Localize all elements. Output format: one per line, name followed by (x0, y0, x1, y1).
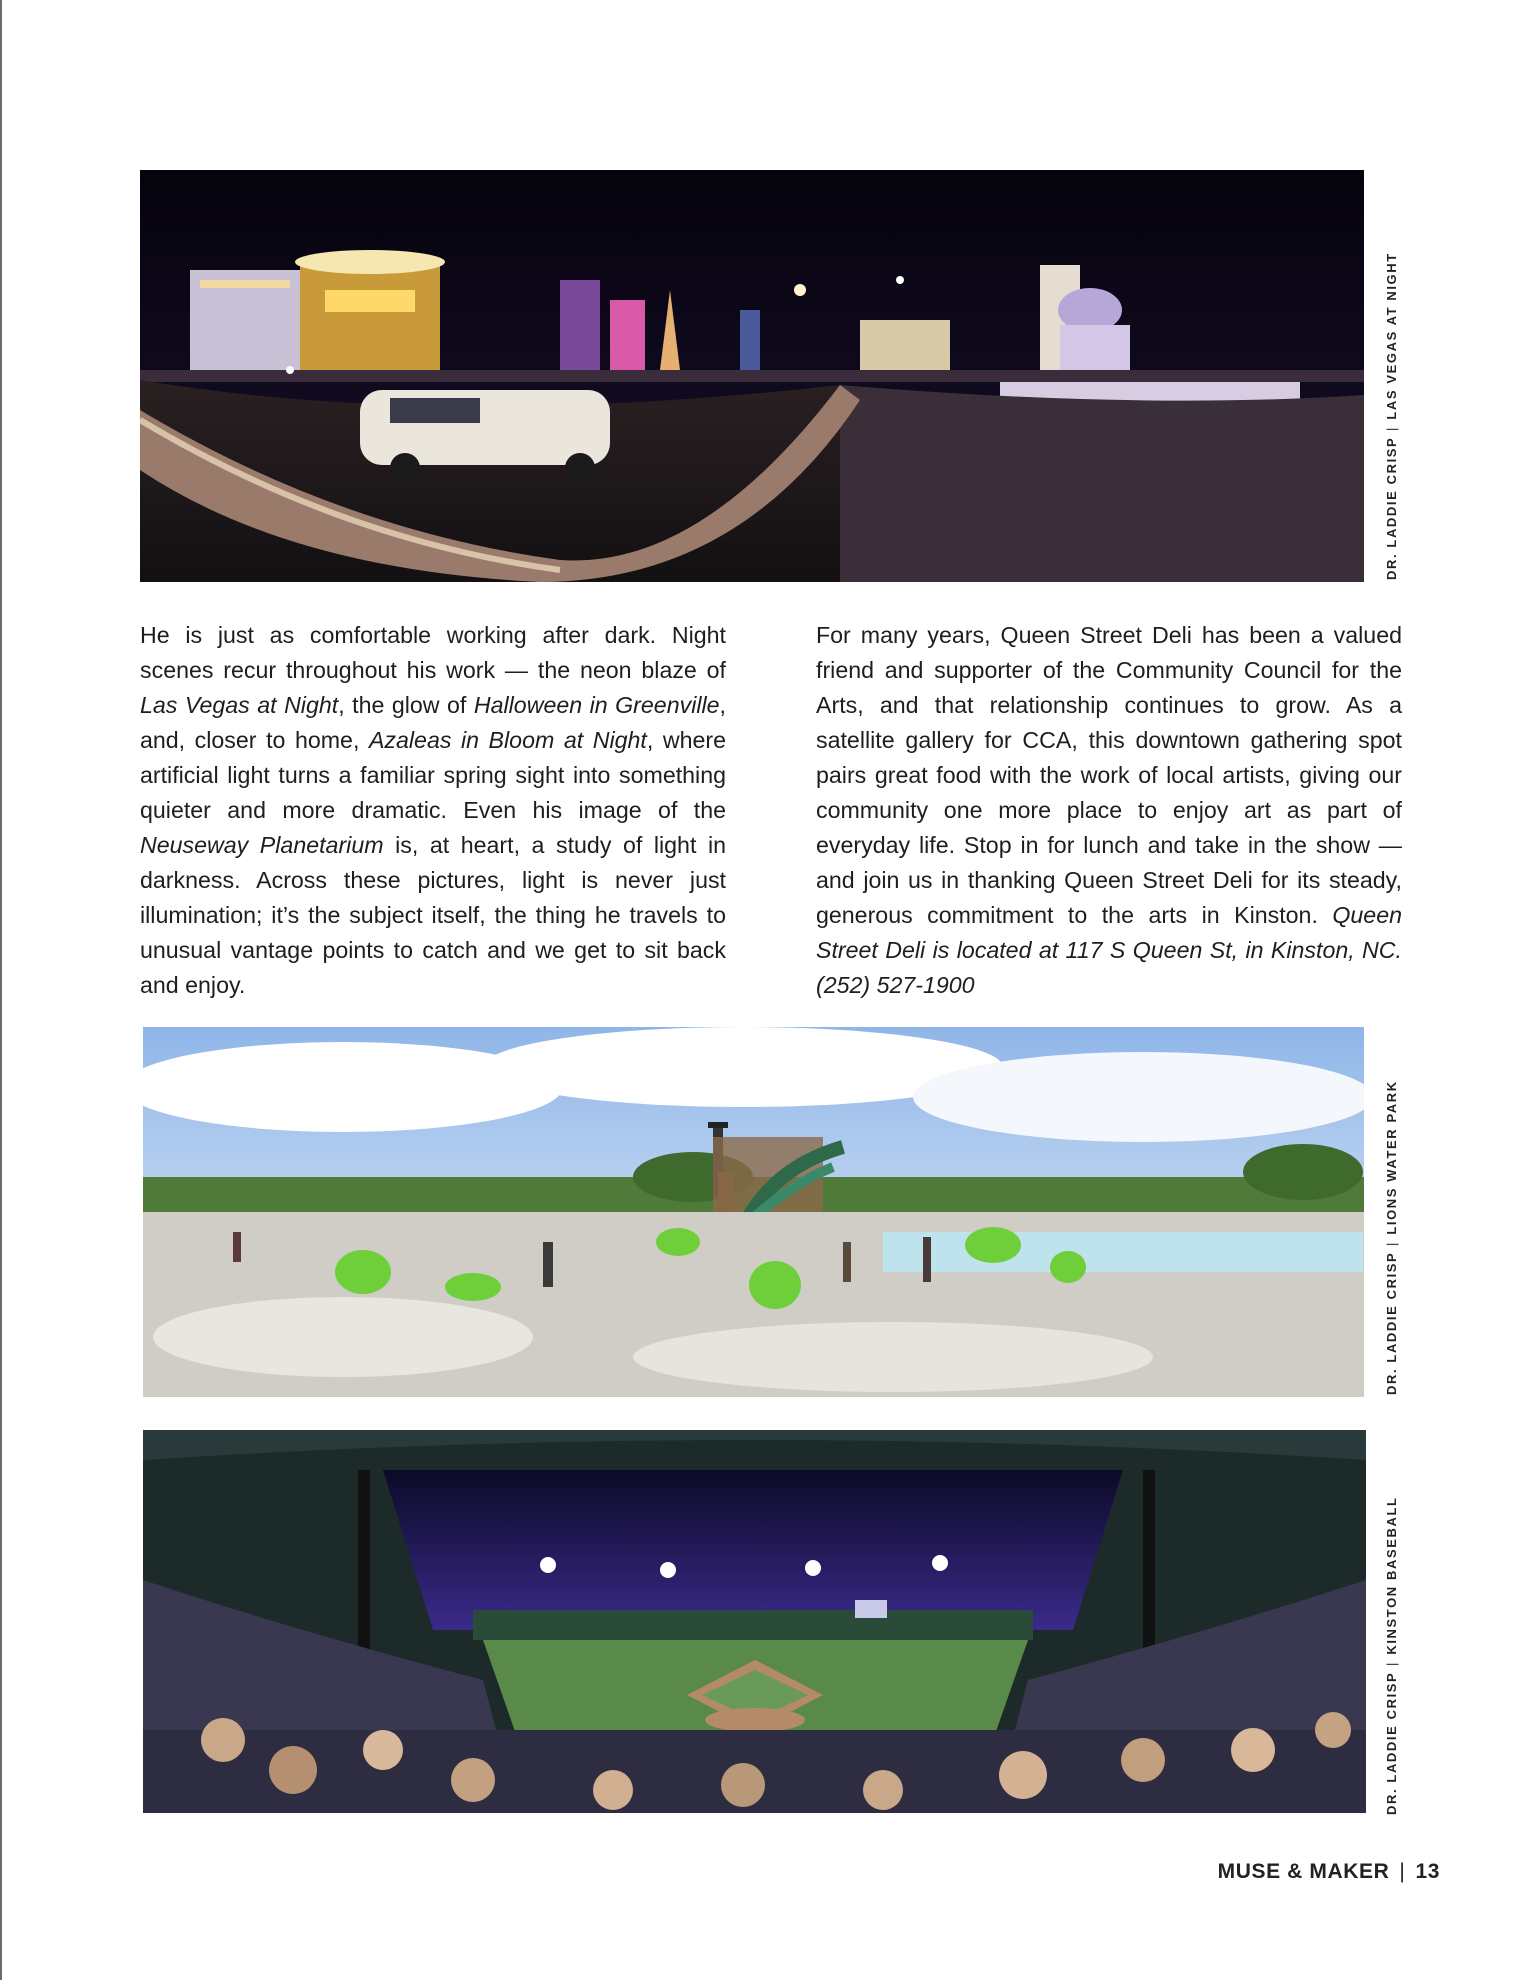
publication-name: MUSE & MAKER (1217, 1860, 1390, 1883)
left_column-run: Halloween in Greenville (473, 692, 720, 718)
credit-separator: | (1384, 1240, 1399, 1246)
credit-title: KINSTON BASEBALL (1384, 1496, 1399, 1655)
article-left-column (140, 618, 726, 1003)
credit-photographer: DR. LADDIE CRISP (1384, 1671, 1399, 1815)
page-edge-line (0, 0, 2, 1980)
credit-photographer: DR. LADDIE CRISP (1384, 1251, 1399, 1395)
left_column-run: , and, closer to home, (140, 692, 726, 753)
left_column-run: , the glow of (338, 692, 474, 718)
footer-separator: | (1399, 1860, 1406, 1883)
right_column-run: Queen Street Deli is located at 117 S Queen St, in Kinston, NC. (252) 527-1900 (816, 902, 1402, 998)
credit-las-vegas (1384, 230, 1399, 580)
left_column-run: is, at heart, a study of light in darkness. Across these pictures, light is never just illumination; it’s the subject itself, the thing he travels to unusual vantage points to catch and we get to sit back and enjoy. (140, 832, 726, 998)
page-footer (1218, 1860, 1440, 1884)
photo-las-vegas-at-night (140, 170, 1364, 582)
right_column-run: For many years, Queen Street Deli has been a valued friend and supporter of the Community Council for the Arts, and that relationship continues to grow. As a satellite gallery for CCA, this downtown gathering spot pairs great food with the work of local artists, giving our community one more place to enjoy art as part of everyday life. Stop in for lunch and take in the show — and join us in thanking Queen Street Deli for its steady, generous commitment to the arts in Kinston. (816, 622, 1402, 928)
credit-photographer: DR. LADDIE CRISP (1384, 436, 1399, 580)
photo-kinston-baseball (143, 1430, 1366, 1813)
photo-lions-water-park (143, 1027, 1364, 1397)
credit-water-park (1384, 1060, 1399, 1395)
article-right-column (816, 618, 1402, 1003)
credit-title: LAS VEGAS AT NIGHT (1384, 252, 1399, 420)
credit-kinston-baseball (1384, 1470, 1399, 1815)
credit-title: LIONS WATER PARK (1384, 1080, 1399, 1235)
credit-separator: | (1384, 425, 1399, 431)
left_column-run: Azaleas in Bloom at Night (368, 727, 647, 753)
credit-separator: | (1384, 1660, 1399, 1666)
page-number: 13 (1415, 1860, 1440, 1883)
left_column-run: , where artificial light turns a familiar spring sight into something quieter and more dramatic. Even his image of the (140, 727, 726, 823)
left_column-run: Las Vegas at Night (140, 692, 339, 718)
left_column-run: He is just as comfortable working after dark. Night scenes recur throughout his work — the neon blaze of (140, 622, 726, 683)
left_column-run: Neuseway Planetarium (140, 832, 384, 858)
